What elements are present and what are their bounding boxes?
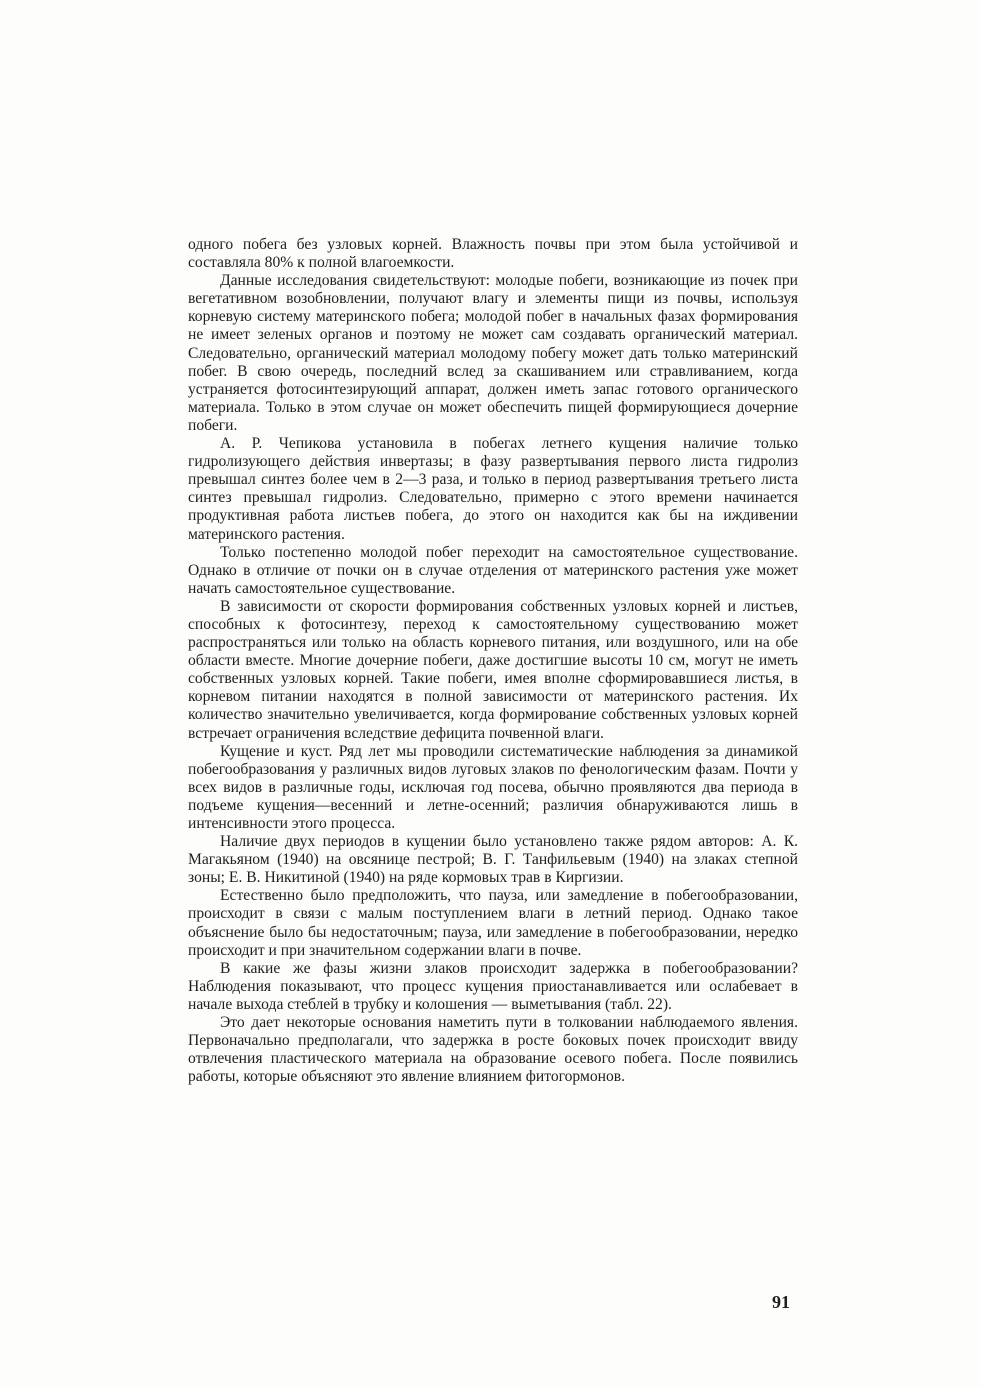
paragraph: одного побега без узловых корней. Влажность почвы при этом была устойчивой и составляла 80% к полной влагоемкости. — [188, 236, 798, 272]
paragraph: Это дает некоторые основания наметить пути в толковании наблюдаемого явления. Первоначально предполагали, что задержка в росте боковых почек происходит ввиду отвлечения пластического материала на образование осевого побега. После появились работы, которые объясняют это явление влиянием фитогормонов. — [188, 1014, 798, 1086]
paragraph: В зависимости от скорости формирования собственных узловых корней и листьев, способных к фотосинтезу, переход к самостоятельному существованию может распространяться или только на область корневого питания, или воздушного, или на обе области вместе. Многие дочерние побеги, даже достигшие высоты 10 см, могут не иметь собственных узловых корней. Такие побеги, имея вполне сформировавшиеся листья, в корневом питании находятся в полной зависимости от материнского растения. Их количество значительно увеличивается, когда формирование собственных узловых корней встречает ограничения вследствие дефицита почвенной влаги. — [188, 597, 798, 742]
paragraph: Только постепенно молодой побег переходит на самостоятельное существование. Однако в отличие от почки он в случае отделения от материнского растения уже может начать самостоятельное существование. — [188, 543, 798, 597]
paragraph: А. Р. Чепикова установила в побегах летнего кущения наличие только гидролизующего действия инвертазы; в фазу развертывания первого листа гидролиз превышал синтез более чем в 2—3 раза, и только в период развертывания третьего листа синтез превышал гидролиз. Следовательно, примерно с этого времени начинается продуктивная работа листьев побега, до этого он находится как бы на иждивении материнского растения. — [188, 435, 798, 543]
page-number: 91 — [772, 1292, 790, 1312]
paragraph: Кущение и куст. Ряд лет мы проводили систематические наблюдения за динамикой побегообразования у различных видов луговых злаков по фенологическим фазам. Почти у всех видов в различные годы, исключая год посева, обычно проявляются два периода в подъеме кущения—весенний и летне-осенний; различия обнаруживаются лишь в интенсивности этого процесса. — [188, 742, 798, 832]
paragraph: Наличие двух периодов в кущении было установлено также рядом авторов: А. К. Магакьяном (1940) на овсянице пестрой; В. Г. Танфильевым (1940) на злаках степной зоны; Е. В. Никитиной (1940) на ряде кормовых трав в Киргизии. — [188, 833, 798, 887]
body-text — [188, 236, 798, 1086]
paragraph: Естественно было предположить, что пауза, или замедление в побегообразовании, происходит в связи с малым поступлением влаги в летний период. Однако такое объяснение было бы недостаточным; пауза, или замедление в побегообразовании, нередко происходит и при значительном содержании влаги в почве. — [188, 887, 798, 959]
paragraph: В какие же фазы жизни злаков происходит задержка в побегообразовании? Наблюдения показывают, что процесс кущения приостанавливается или ослабевает в начале выхода стеблей в трубку и колошения — выметывания (табл. 22). — [188, 959, 798, 1013]
paragraph: Данные исследования свидетельствуют: молодые побеги, возникающие из почек при вегетативном возобновлении, получают влагу и элементы пищи из почвы, используя корневую систему материнского побега; молодой побег в начальных фазах формирования не имеет зеленых органов и поэтому не может сам создавать органический материал. Следовательно, органический материал молодому побегу может дать только материнский побег. В свою очередь, последний вслед за скашиванием или стравливанием, когда устраняется фотосинтезирующий аппарат, должен иметь запас готового органического материала. Только в этом случае он может обеспечить пищей формирующиеся дочерние побеги. — [188, 272, 798, 434]
